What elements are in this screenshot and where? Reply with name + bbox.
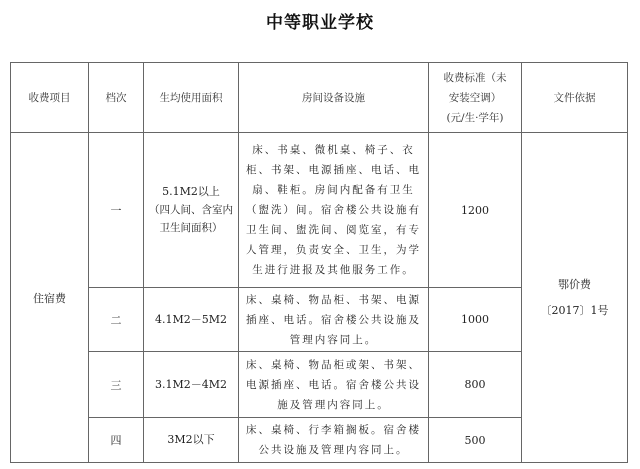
fee-cell: 800 (429, 352, 522, 418)
facilities-cell: 床、桌椅、物品柜或架、书架、电源插座、电话。宿舍楼公共设施及管理内容同上。 (239, 352, 429, 418)
basis-cell (522, 133, 628, 463)
facilities-cell: 床、书桌、微机桌、椅子、衣柜、书架、电源插座、电话、电扇、鞋柜。房间内配备有卫生（盥洗）间。宿舍楼公共设施有卫生间、盥洗间、阅览室，有专人管理，负责安全、卫生，为学生进行进报及其他服务工作。 (239, 133, 429, 288)
header-fee-line1: 收费标准（未 (443, 71, 507, 84)
header-grade: 档次 (89, 63, 144, 133)
fee-cell: 1200 (429, 133, 522, 288)
grade-cell: 一 (89, 133, 144, 288)
area-note: （四人间、含室内卫生间面积） (149, 204, 233, 234)
header-item: 收费项目 (11, 63, 89, 133)
fee-cell: 500 (429, 418, 522, 463)
facilities-cell: 床、桌椅、物品柜、书架、电源插座、电话。宿舍楼公共设施及管理内容同上。 (239, 288, 429, 352)
area-cell (144, 133, 239, 288)
header-fee-line2: 安装空调） (448, 91, 502, 104)
area-cell: 3M2以下 (144, 418, 239, 463)
header-fee-line3: (元/生·学年) (446, 111, 504, 124)
table-row (11, 133, 628, 288)
header-facilities: 房间设备设施 (239, 63, 429, 133)
area-cell: 3.1M2－4M2 (144, 352, 239, 418)
basis-line1: 鄂价费 (558, 277, 591, 291)
header-row (11, 63, 628, 133)
header-basis: 文件依据 (522, 63, 628, 133)
area-cell: 4.1M2－5M2 (144, 288, 239, 352)
header-area: 生均使用面积 (144, 63, 239, 133)
header-fee (429, 63, 522, 133)
facilities-cell: 床、桌椅、行李箱搁板。宿舍楼公共设施及管理内容同上。 (239, 418, 429, 463)
area-value: 5.1M2以上 (162, 185, 220, 198)
grade-cell: 四 (89, 418, 144, 463)
fee-item-cell: 住宿费 (11, 133, 89, 463)
grade-cell: 三 (89, 352, 144, 418)
fee-cell: 1000 (429, 288, 522, 352)
grade-cell: 二 (89, 288, 144, 352)
page-title: 中等职业学校 (266, 13, 374, 33)
basis-line2: 〔2017〕1号 (540, 303, 609, 317)
fee-table (10, 62, 628, 463)
